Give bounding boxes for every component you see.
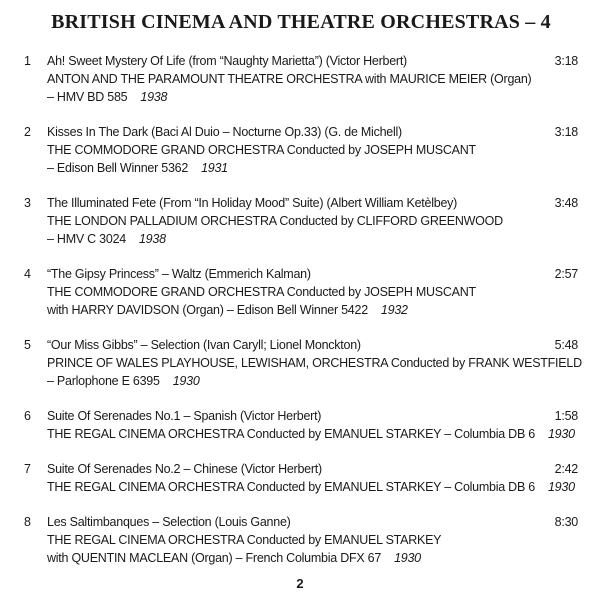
track-body [47, 460, 578, 496]
credit-line [47, 372, 578, 390]
track-number: 5 [24, 338, 31, 352]
recording-year: 1938 [140, 90, 168, 104]
track-row [24, 123, 578, 177]
credit-line [47, 478, 578, 496]
track-title-line [47, 52, 578, 70]
track-body [47, 265, 578, 319]
credit-lines [47, 212, 578, 248]
track-duration: 3:18 [554, 54, 578, 68]
credit-lines [47, 70, 578, 106]
track-body [47, 336, 582, 390]
credit-text: THE COMMODORE GRAND ORCHESTRA Conducted by JOSEPH MUSCANT [47, 143, 476, 157]
track-title-line [47, 194, 578, 212]
track-title-line [47, 407, 578, 425]
track-title-line [47, 265, 578, 283]
track-duration: 1:58 [554, 409, 578, 423]
credit-line [47, 549, 578, 567]
credit-line [47, 212, 578, 230]
credit-text: THE REGAL CINEMA ORCHESTRA Conducted by EMANUEL STARKEY – Columbia DB 6 [47, 427, 535, 441]
track-body [47, 513, 578, 567]
track-row [24, 194, 578, 248]
credit-text: with QUENTIN MACLEAN (Organ) – French Columbia DFX 67 [47, 551, 382, 565]
recording-year: 1938 [138, 232, 166, 246]
track-title: Les Saltimbanques – Selection (Louis Ganne) [47, 515, 291, 529]
track-duration: 3:48 [554, 196, 578, 210]
credit-lines [47, 478, 578, 496]
track-body [47, 407, 578, 443]
credit-text: – Parlophone E 6395 [47, 374, 160, 388]
track-duration: 3:18 [554, 125, 578, 139]
track-title: Suite Of Serenades No.2 – Chinese (Victor Herbert) [47, 462, 322, 476]
recording-year: 1930 [547, 480, 575, 494]
track-title: Ah! Sweet Mystery Of Life (from “Naughty Marietta”) (Victor Herbert) [47, 54, 407, 68]
track-number: 8 [24, 515, 31, 529]
track-title-line [47, 336, 578, 354]
credit-line [47, 354, 582, 372]
track-title-line [47, 513, 578, 531]
track-number: 7 [24, 462, 31, 476]
credit-text: – Edison Bell Winner 5362 [47, 161, 189, 175]
track-body [47, 123, 578, 177]
track-title-line [47, 460, 578, 478]
credit-text: – HMV BD 585 [47, 90, 128, 104]
credit-lines [47, 141, 578, 177]
track-number: 4 [24, 267, 31, 281]
track-title: “Our Miss Gibbs” – Selection (Ivan Caryll; Lionel Monckton) [47, 338, 361, 352]
credit-line [47, 230, 578, 248]
credit-text: THE COMMODORE GRAND ORCHESTRA Conducted by JOSEPH MUSCANT [47, 285, 476, 299]
credit-text: ANTON AND THE PARAMOUNT THEATRE ORCHESTRA with MAURICE MEIER (Organ) [47, 72, 532, 86]
track-title-line [47, 123, 578, 141]
track-title: “The Gipsy Princess” – Waltz (Emmerich Kalman) [47, 267, 311, 281]
credit-line [47, 531, 578, 549]
track-body [47, 52, 578, 106]
track-row [24, 513, 578, 567]
track-number: 3 [24, 196, 31, 210]
credit-line [47, 159, 578, 177]
credit-text: PRINCE OF WALES PLAYHOUSE, LEWISHAM, ORCHESTRA Conducted by FRANK WESTFIELD [47, 356, 582, 370]
credit-lines [47, 531, 578, 567]
credit-lines [47, 283, 578, 319]
recording-year: 1932 [380, 303, 408, 317]
recording-year: 1930 [547, 427, 575, 441]
track-row [24, 460, 578, 496]
track-title: The Illuminated Fete (From “In Holiday Mood” Suite) (Albert William Ketèlbey) [47, 196, 458, 210]
recording-year: 1930 [394, 551, 421, 565]
credit-lines [47, 425, 578, 443]
recording-year: 1930 [172, 374, 200, 388]
page-number: 2 [296, 576, 304, 591]
credit-line [47, 141, 578, 159]
track-row [24, 407, 578, 443]
credit-text: THE LONDON PALLADIUM ORCHESTRA Conducted by CLIFFORD GREENWOOD [47, 214, 503, 228]
track-title: Kisses In The Dark (Baci Al Duio – Nocturne Op.33) (G. de Michell) [47, 125, 402, 139]
track-duration: 8:30 [554, 515, 578, 529]
track-list [24, 52, 582, 567]
credit-line [47, 70, 578, 88]
track-body [47, 194, 578, 248]
recording-year: 1931 [201, 161, 228, 175]
credit-text: with HARRY DAVIDSON (Organ) – Edison Bell Winner 5422 [47, 303, 368, 317]
track-number: 6 [24, 409, 31, 423]
track-number: 1 [24, 54, 31, 68]
credit-line [47, 425, 578, 443]
credit-text: THE REGAL CINEMA ORCHESTRA Conducted by EMANUEL STARKEY – Columbia DB 6 [47, 480, 535, 494]
credit-text: THE REGAL CINEMA ORCHESTRA Conducted by EMANUEL STARKEY [47, 533, 442, 547]
track-title: Suite Of Serenades No.1 – Spanish (Victor Herbert) [47, 409, 322, 423]
track-row [24, 52, 578, 106]
track-duration: 2:57 [554, 267, 578, 281]
track-number: 2 [24, 125, 31, 139]
credit-text: – HMV C 3024 [47, 232, 126, 246]
track-row [24, 265, 578, 319]
credit-lines [47, 354, 582, 390]
page-title: BRITISH CINEMA AND THEATRE ORCHESTRAS – 4 [51, 11, 551, 33]
track-row [24, 336, 582, 390]
credit-line [47, 88, 578, 106]
track-duration: 2:42 [554, 462, 578, 476]
track-duration: 5:48 [554, 338, 578, 352]
credit-line [47, 283, 578, 301]
credit-line [47, 301, 578, 319]
